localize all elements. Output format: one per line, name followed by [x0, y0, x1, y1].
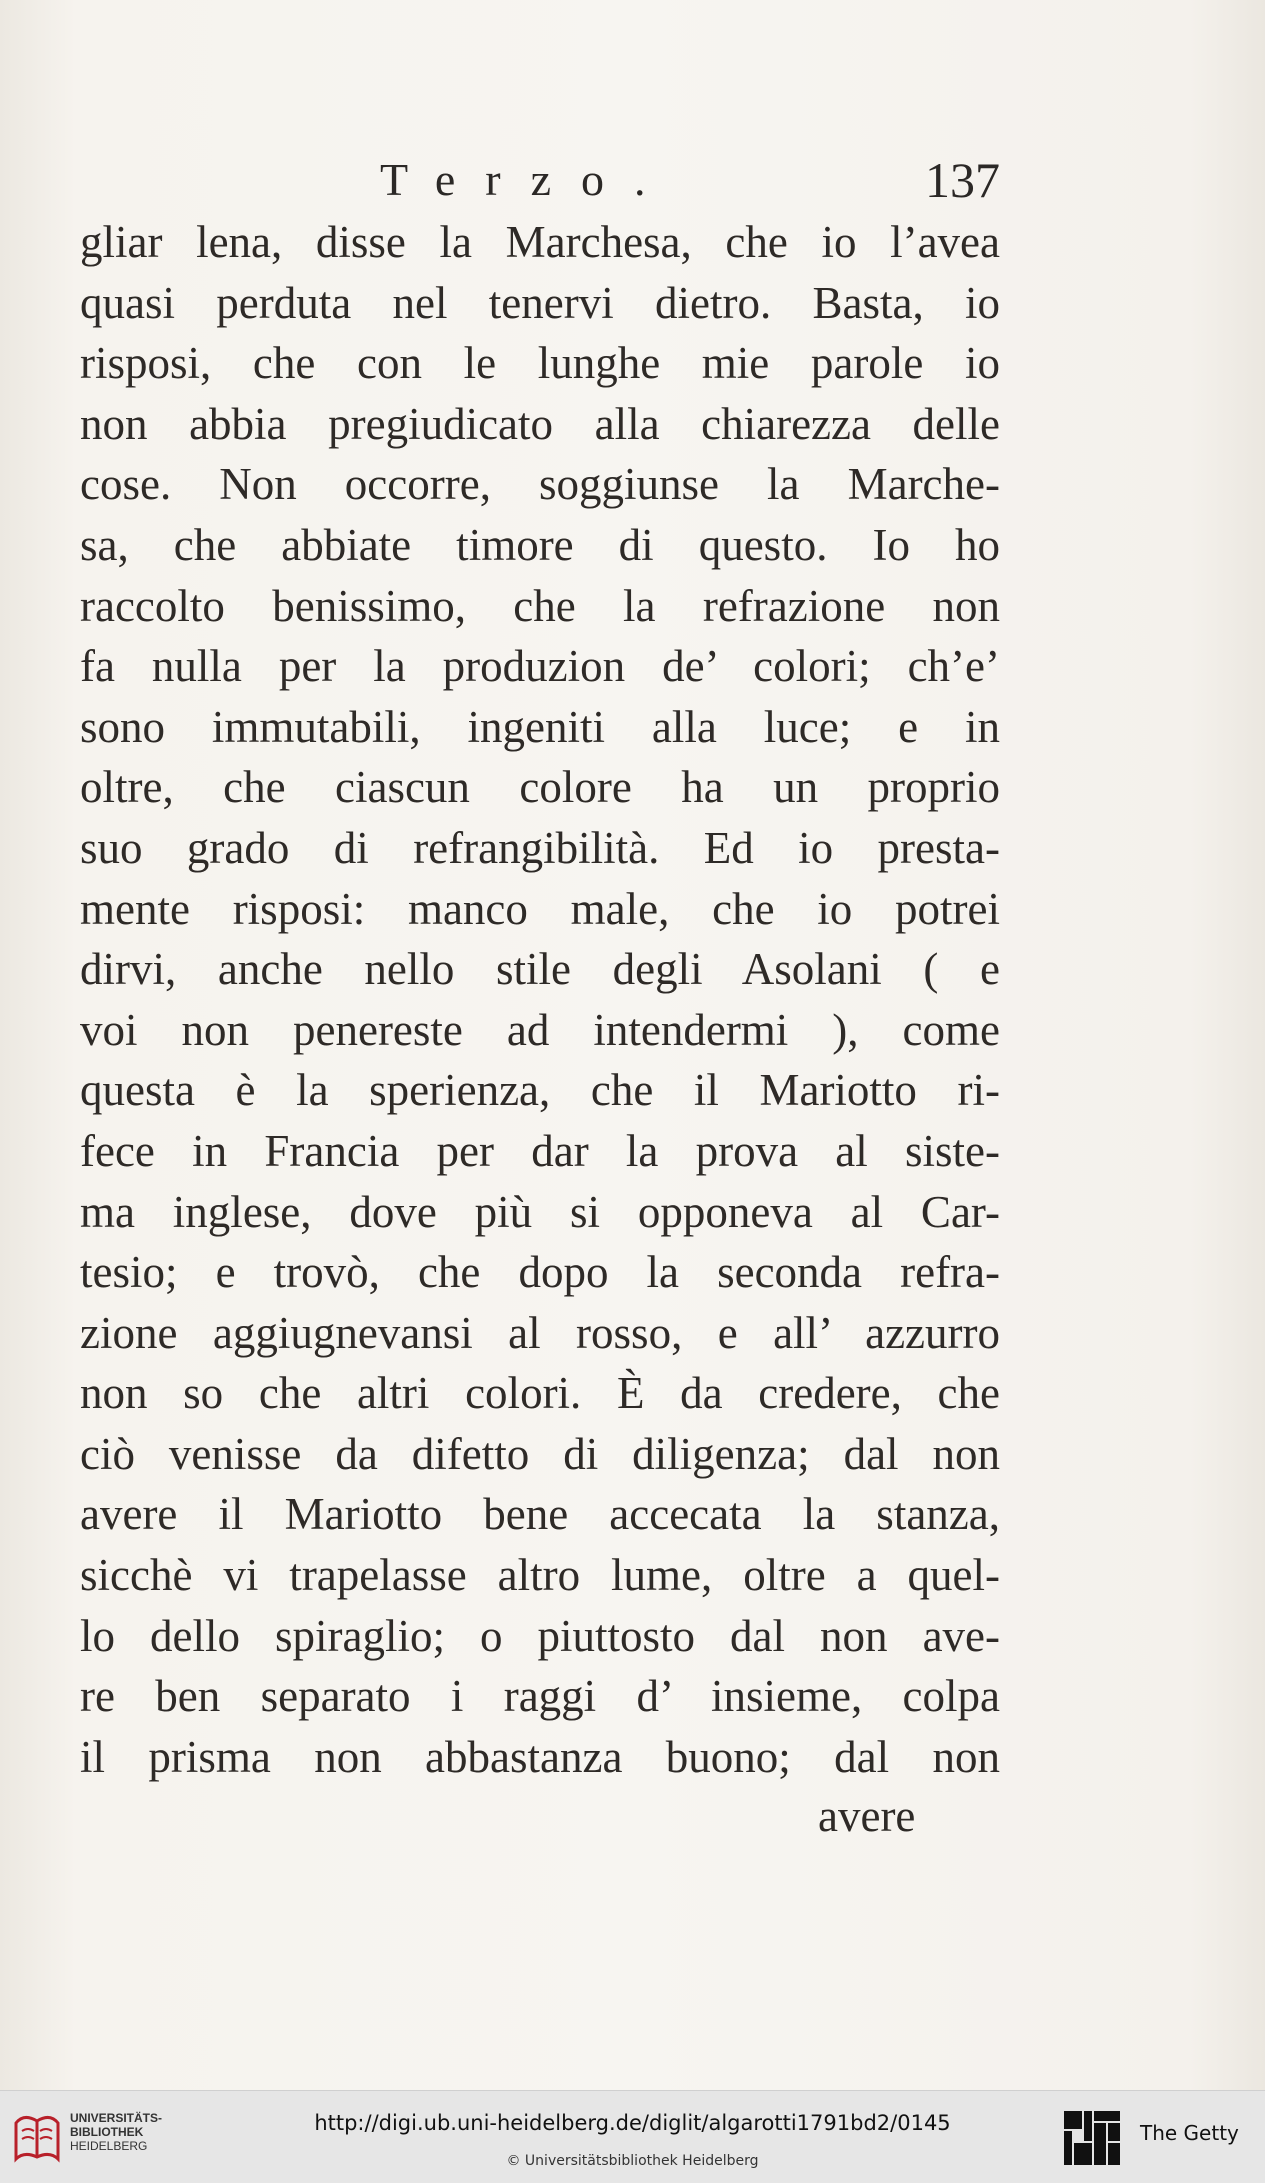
library-name-line: HEIDELBERG	[70, 2139, 148, 2153]
partner-name: The Getty	[1140, 2121, 1239, 2145]
text-line: suo grado di refrangibilità. Ed io presta-	[80, 822, 1000, 873]
library-name-line: BIBLIOTHEK	[70, 2125, 144, 2139]
permalink-url[interactable]: http://digi.ub.uni-heidelberg.de/diglit/algarotti1791bd2/0145	[314, 2111, 951, 2135]
text-line: mente risposi: manco male, che io potrei	[80, 883, 1000, 934]
text-line: non so che altri colori. È da credere, che	[80, 1368, 1000, 1419]
text-line: re ben separato i raggi d’ insieme, colpa	[80, 1671, 1000, 1722]
text-line: gliar lena, disse la Marchesa, che io l’avea	[80, 217, 1000, 267]
running-head-title: Terzo.	[380, 154, 676, 205]
text-line: ciò venisse da difetto di diligenza; dal non	[80, 1428, 1000, 1479]
text-line: il prisma non abbastanza buono; dal non	[80, 1731, 1000, 1782]
text-line: fece in Francia per dar la prova al siste-	[80, 1125, 1000, 1176]
getty-logo-icon	[1062, 2109, 1122, 2167]
text-line: quasi perduta nel tenervi dietro. Basta, io	[80, 277, 1000, 328]
copyright-notice: © Universitätsbibliothek Heidelberg	[506, 2153, 759, 2169]
text-line: ma inglese, dove più si opponeva al Car-	[80, 1186, 1000, 1237]
text-line: risposi, che con le lunghe mie parole io	[80, 338, 1000, 389]
page-number: 137	[925, 152, 1000, 208]
viewer-footer	[0, 2090, 1265, 2183]
text-line: fa nulla per la produzion de’ colori; ch’e’	[80, 641, 1000, 692]
catchword: avere	[818, 1791, 916, 1841]
running-head	[80, 150, 1000, 210]
text-line: cose. Non occorre, soggiunse la Marche-	[80, 459, 1000, 510]
text-line: zione aggiugnevansi al rosso, e all’ azzurro	[80, 1307, 1000, 1358]
text-line: oltre, che ciascun colore ha un proprio	[80, 762, 1000, 813]
text-line: avere il Mariotto bene accecata la stanza,	[80, 1489, 1000, 1540]
text-line: sa, che abbiate timore di questo. Io ho	[80, 519, 1000, 570]
text-line: raccolto benissimo, che la refrazione non	[80, 580, 1000, 631]
text-line: dirvi, anche nello stile degli Asolani ( e	[80, 944, 1000, 995]
text-line: questa è la sperienza, che il Mariotto ri-	[80, 1065, 1000, 1116]
library-name-line: UNIVERSITÄTS-	[70, 2111, 163, 2125]
text-line: tesio; e trovò, che dopo la seconda refra-	[80, 1247, 1000, 1298]
text-line: sono immutabili, ingeniti alla luce; e in	[80, 701, 1000, 752]
text-line: sicchè vi trapelasse altro lume, oltre a quel-	[80, 1550, 1000, 1601]
text-line: voi non penereste ad intendermi ), come	[80, 1004, 1000, 1055]
body-text	[80, 212, 1000, 1787]
text-line: non abbia pregiudicato alla chiarezza delle	[80, 398, 1000, 449]
text-line: lo dello spiraglio; o piuttosto dal non ave-	[80, 1610, 1000, 1661]
